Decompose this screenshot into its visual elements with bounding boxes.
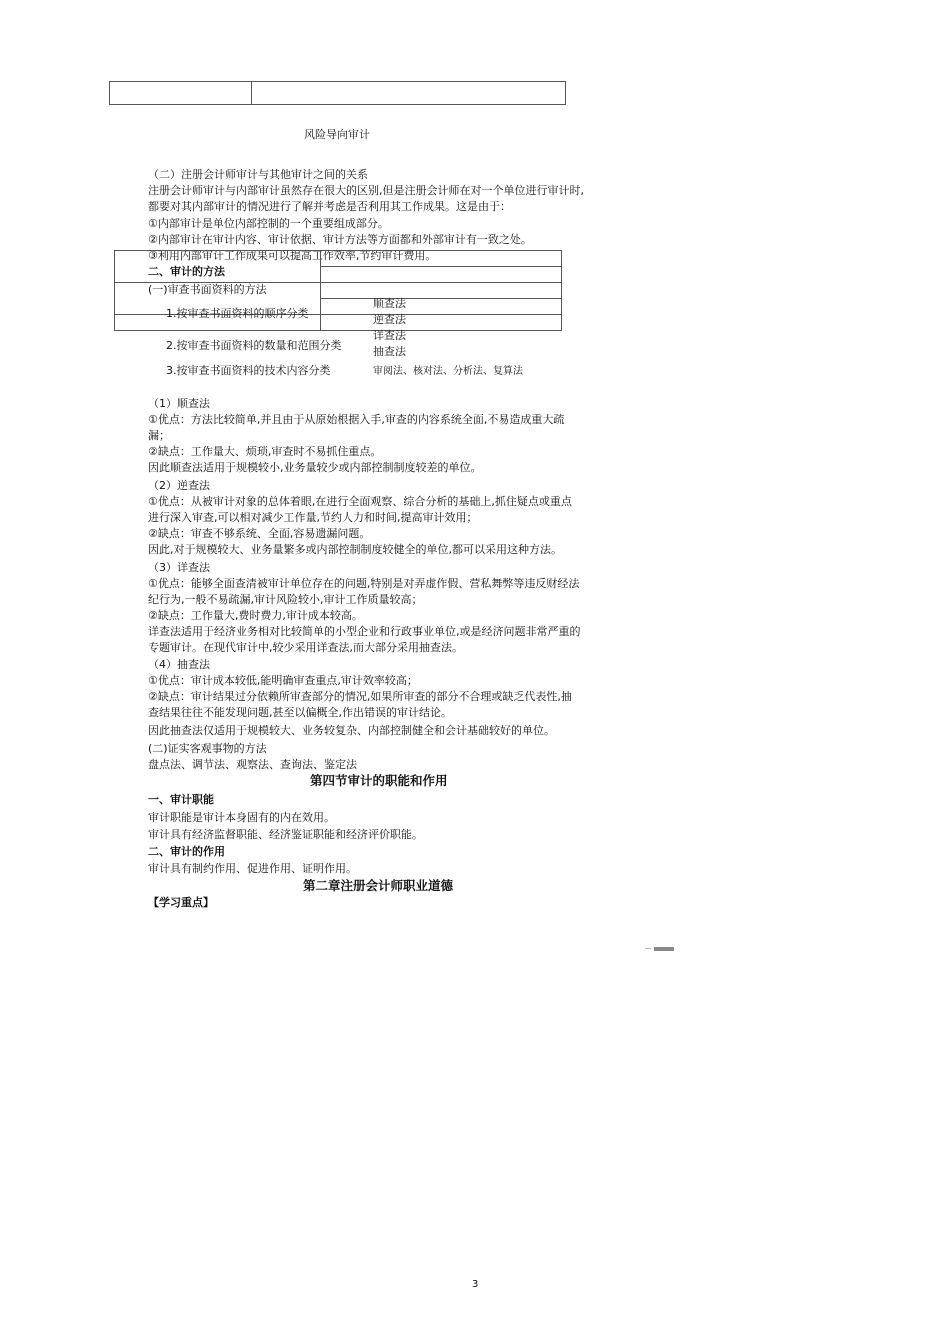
paragraph-line: ②缺点：审查不够系统、全面,容易遗漏问题。 (148, 527, 371, 540)
methods-subheading: (二)证实客观事物的方法 (148, 742, 267, 755)
method-type: 顺查法 (373, 297, 406, 310)
paragraph-line: ②缺点：工作量大,费时费力,审计成本较高。 (148, 609, 363, 622)
paragraph-line: 详查法适用于经济业务相对比较简单的小型企业和行政事业单位,或是经济问题非常严重的 (148, 625, 581, 638)
methods-table-row-line (320, 298, 562, 299)
method-category: 2.按审查书面资料的数量和范围分类 (166, 339, 342, 352)
method-type: 抽查法 (373, 345, 406, 358)
paragraph-line: ②缺点：工作量大、烦琐,审查时不易抓住重点。 (148, 445, 382, 458)
subsection-title: （4）抽查法 (148, 658, 210, 671)
methods-subheading: (一)审查书面资料的方法 (148, 283, 267, 296)
paragraph-line: 因此抽查法仅适用于规模较大、业务较复杂、内部控制健全和会计基础较好的单位。 (148, 724, 555, 737)
section-title: 第四节审计的职能和作用 (310, 773, 448, 788)
methods-table-divider (320, 250, 321, 331)
top-table (109, 81, 566, 105)
paragraph-line: 查结果往往不能发现问题,甚至以偏概全,作出错误的审计结论。 (148, 706, 452, 719)
paragraph-line: 漏； (148, 429, 170, 442)
paragraph-line: 专题审计。在现代审计中,较少采用详查法,而大部分采用抽查法。 (148, 641, 463, 654)
paragraph-line: ①优点：从被审计对象的总体着眼,在进行全面观察、综合分析的基础上,抓住疑点或重点 (148, 495, 572, 508)
list-item: ②内部审计在审计内容、审计依据、审计方法等方面都和外部审计有一致之处。 (148, 233, 532, 246)
risk-oriented-audit-title: 风险导向审计 (304, 128, 370, 141)
paragraph-line: ②缺点：审计结果过分依赖所审查部分的情况,如果所审查的部分不合理或缺乏代表性,抽 (148, 690, 572, 703)
paragraph-line: 盘点法、调节法、观察法、查询法、鉴定法 (148, 758, 357, 771)
subsection-title: （3）详查法 (148, 561, 210, 574)
decorative-mark (645, 948, 651, 949)
paragraph-line: 纪行为,一般不易疏漏,审计风险较小,审计工作质量较高； (148, 593, 423, 606)
top-table-divider (251, 81, 252, 105)
paragraph-line: 因此,对于规模较大、业务量繁多或内部控制制度较健全的单位,都可以采用这种方法。 (148, 543, 562, 556)
section-heading: （二）注册会计师审计与其他审计之间的关系 (148, 168, 368, 181)
subsection-title: （1）顺查法 (148, 397, 210, 410)
list-item: ①内部审计是单位内部控制的一个重要组成部分。 (148, 217, 389, 230)
section-heading: 二、审计的作用 (148, 845, 225, 858)
methods-table-row-line (320, 266, 562, 267)
method-category: 3.按审查书面资料的技术内容分类 (166, 364, 331, 377)
list-item: ③利用内部审计工作成果可以提高工作效率,节约审计费用。 (148, 249, 437, 262)
section-heading: 一、审计职能 (148, 793, 214, 806)
paragraph-line: 审计具有经济监督职能、经济鉴证职能和经济评价职能。 (148, 828, 423, 841)
paragraph-line: ①优点：方法比较简单,并且由于从原始根据入手,审查的内容系统全面,不易造成重大疏 (148, 413, 565, 426)
paragraph-line: 审计职能是审计本身固有的内在效用。 (148, 811, 335, 824)
paragraph-line: ①优点：能够全面查清被审计单位存在的问题,特别是对弄虚作假、营私舞弊等违反财经法 (148, 577, 580, 590)
method-type: 逆查法 (373, 313, 406, 326)
paragraph-line: ①优点：审计成本较低,能明确审查重点,审计效率较高； (148, 674, 418, 687)
paragraph-line: 进行深入审查,可以相对减少工作量,节约人力和时间,提高审计效用； (148, 511, 478, 524)
method-category: 1.按审查书面资料的顺序分类 (166, 307, 309, 320)
section-para: 注册会计师审计与内部审计虽然存在很大的区别,但是注册会计师在对一个单位进行审计时, (148, 184, 584, 197)
method-type: 详查法 (373, 329, 406, 342)
decorative-mark (654, 947, 674, 951)
chapter-title: 第二章注册会计师职业道德 (303, 878, 454, 893)
paragraph-line: 因此顺查法适用于规模较小,业务量较少或内部控制制度较差的单位。 (148, 461, 482, 474)
paragraph-line: 审计具有制约作用、促进作用、证明作用。 (148, 862, 357, 875)
methods-heading: 二、审计的方法 (148, 265, 225, 278)
key-points-label: 【学习重点】 (148, 896, 214, 909)
method-type: 审阅法、核对法、分析法、复算法 (373, 366, 523, 377)
page-number: 3 (472, 1279, 479, 1290)
subsection-title: （2）逆查法 (148, 479, 210, 492)
section-para: 都要对其内部审计的情况进行了解并考虑是否利用其工作成果。这是由于： (148, 200, 511, 213)
